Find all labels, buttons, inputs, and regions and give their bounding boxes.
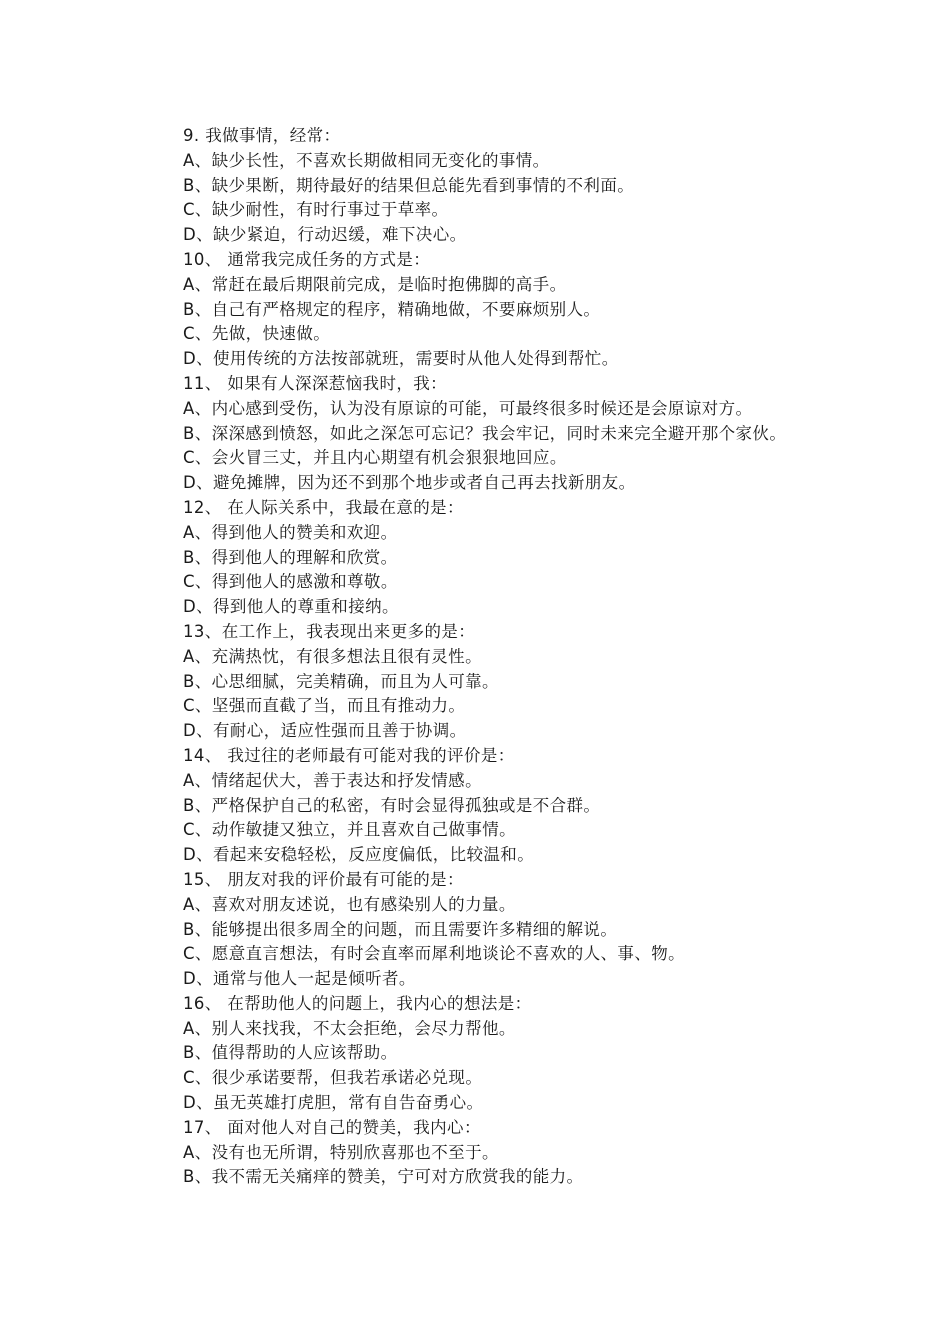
question-10-option-a: A、常赶在最后期限前完成，是临时抱佛脚的高手。: [183, 274, 567, 294]
question-17-option-b: B、我不需无关痛痒的赞美，宁可对方欣赏我的能力。: [183, 1167, 584, 1187]
question-10-option-c: C、先做，快速做。: [183, 324, 331, 344]
question-12-option-b: B、得到他人的理解和欣赏。: [183, 547, 398, 567]
question-16-option-d: D、虽无英雄打虎胆，常有自告奋勇心。: [183, 1093, 484, 1113]
question-16-option-a: A、别人来找我，不太会拒绝，会尽力帮他。: [183, 1018, 516, 1038]
question-14-option-c: C、动作敏捷又独立，并且喜欢自己做事情。: [183, 820, 517, 840]
question-15-stem: 15、 朋友对我的评价最有可能的是：: [183, 869, 464, 889]
question-13-option-c: C、坚强而直截了当，而且有推动力。: [183, 696, 466, 716]
question-13-option-b: B、心思细腻，完美精确，而且为人可靠。: [183, 671, 499, 691]
question-12-option-a: A、得到他人的赞美和欢迎。: [183, 522, 398, 542]
question-16-stem: 16、 在帮助他人的问题上，我内心的想法是：: [183, 993, 532, 1013]
question-11-option-a: A、内心感到受伤，认为没有原谅的可能，可最终很多时候还是会原谅对方。: [183, 398, 753, 418]
question-15-option-b: B、能够提出很多周全的问题，而且需要许多精细的解说。: [183, 919, 618, 939]
question-14-option-b: B、严格保护自己的私密，有时会显得孤独或是不合群。: [183, 795, 601, 815]
question-12-option-d: D、得到他人的尊重和接纳。: [183, 597, 399, 617]
question-15-option-c: C、愿意直言想法，有时会直率而犀利地谈论不喜欢的人、事、物。: [183, 944, 686, 964]
question-9-option-a: A、缺少长性，不喜欢长期做相同无变化的事情。: [183, 150, 550, 170]
question-9-option-b: B、缺少果断，期待最好的结果但总能先看到事情的不利面。: [183, 175, 635, 195]
question-9-option-c: C、缺少耐性，有时行事过于草率。: [183, 200, 449, 220]
question-10-stem: 10、 通常我完成任务的方式是：: [183, 249, 431, 269]
question-11-option-c: C、会火冒三丈，并且内心期望有机会狠狠地回应。: [183, 448, 567, 468]
question-10-option-d: D、使用传统的方法按部就班，需要时从他人处得到帮忙。: [183, 349, 619, 369]
question-15-option-d: D、通常与他人一起是倾听者。: [183, 969, 416, 989]
question-11-stem: 11、 如果有人深深惹恼我时，我：: [183, 373, 448, 393]
question-10-option-b: B、自己有严格规定的程序，精确地做，不要麻烦别人。: [183, 299, 601, 319]
question-13-stem: 13、在工作上，我表现出来更多的是：: [183, 621, 476, 641]
question-17-stem: 17、 面对他人对自己的赞美，我内心：: [183, 1117, 481, 1137]
question-13-option-d: D、有耐心，适应性强而且善于协调。: [183, 721, 467, 741]
question-11-option-d: D、避免摊牌，因为还不到那个地步或者自己再去找新朋友。: [183, 473, 636, 493]
question-15-option-a: A、喜欢对朋友述说，也有感染别人的力量。: [183, 894, 516, 914]
question-16-option-c: C、很少承诺要帮，但我若承诺必兑现。: [183, 1068, 483, 1088]
question-17-option-a: A、没有也无所谓，特别欣喜那也不至于。: [183, 1142, 499, 1162]
question-13-option-a: A、充满热忱，有很多想法且很有灵性。: [183, 646, 482, 666]
question-9-stem: 9. 我做事情，经常：: [183, 126, 341, 145]
question-11-option-b: B、深深感到愤怒，如此之深怎可忘记？我会牢记，同时未来完全避开那个家伙。: [183, 423, 787, 443]
question-14-option-a: A、情绪起伏大，善于表达和抒发情感。: [183, 770, 482, 790]
question-14-stem: 14、 我过往的老师最有可能对我的评价是：: [183, 745, 515, 765]
question-16-option-b: B、值得帮助的人应该帮助。: [183, 1043, 398, 1063]
question-12-option-c: C、得到他人的感激和尊敬。: [183, 572, 398, 592]
document-body: [147, 124, 827, 1190]
question-12-stem: 12、 在人际关系中，我最在意的是：: [183, 497, 464, 517]
question-14-option-d: D、看起来安稳轻松，反应度偏低，比较温和。: [183, 845, 535, 865]
question-9-option-d: D、缺少紧迫，行动迟缓，难下决心。: [183, 225, 467, 245]
